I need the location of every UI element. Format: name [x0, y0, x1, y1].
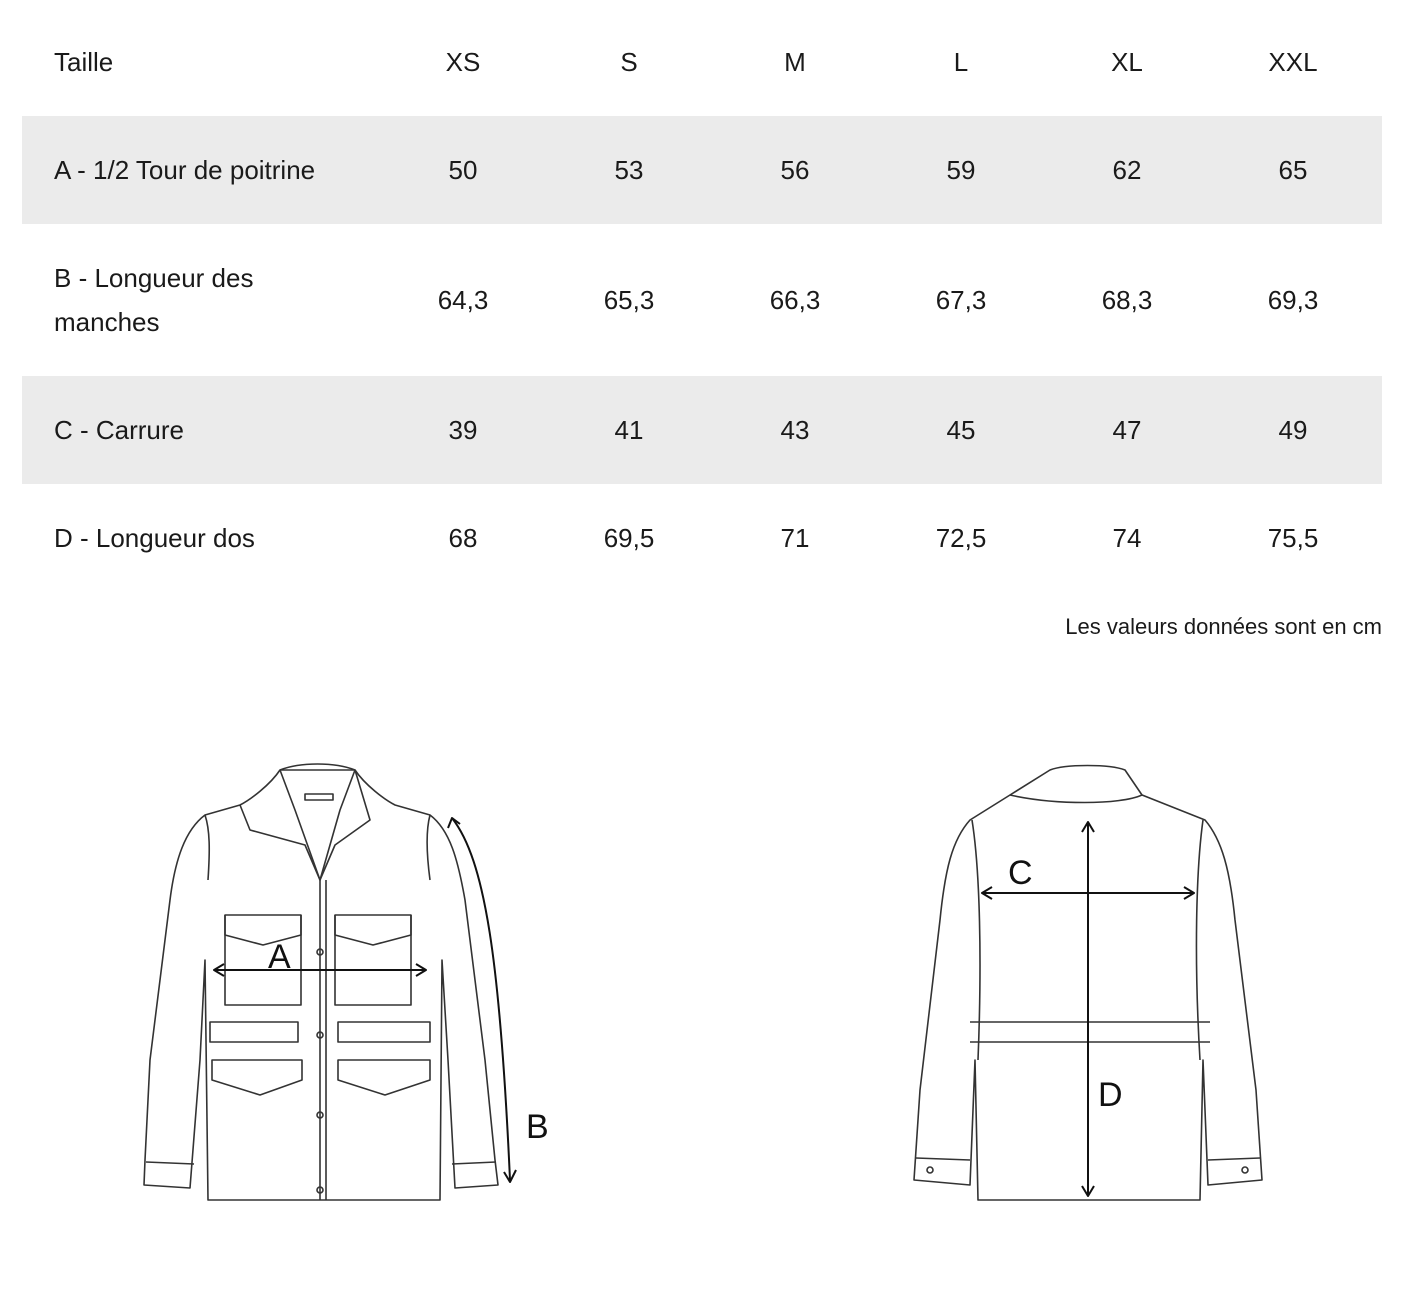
measurement-value: 41: [614, 414, 644, 445]
label-d: D: [1098, 1076, 1123, 1114]
measurement-value: 43: [780, 414, 810, 445]
measurement-value: 72,5: [935, 522, 987, 553]
size-table: [22, 8, 1382, 592]
measurement-value: 68: [448, 522, 478, 553]
measurement-value: 65: [1278, 154, 1308, 185]
jacket-front-drawing: [130, 760, 570, 1220]
row-label: C - Carrure: [54, 415, 185, 445]
measurement-value: 49: [1278, 414, 1308, 445]
table-row: [22, 376, 1382, 484]
measurement-value: 53: [614, 154, 644, 185]
measurement-value: 69,3: [1267, 284, 1319, 315]
size-header: XXL: [1268, 46, 1318, 77]
measurement-value: 71: [780, 522, 810, 553]
measurement-value: 39: [448, 414, 478, 445]
measurement-value: 64,3: [437, 284, 489, 315]
header-label: Taille: [54, 47, 114, 77]
measurement-value: 65,3: [603, 284, 655, 315]
measurement-value: 66,3: [769, 284, 821, 315]
size-header: XL: [1111, 46, 1143, 77]
label-a: A: [268, 938, 291, 976]
jacket-back-drawing: [900, 760, 1280, 1220]
measurement-value: 68,3: [1101, 284, 1153, 315]
table-row: [22, 484, 1382, 592]
label-b: B: [526, 1108, 549, 1146]
measurement-value: 50: [448, 154, 478, 185]
measurement-value: 59: [946, 154, 976, 185]
measurement-value: 69,5: [603, 522, 655, 553]
size-header: XS: [445, 46, 481, 77]
label-c: C: [1008, 854, 1033, 892]
row-label: B - Longueur des manches: [54, 263, 254, 337]
measurement-value: 67,3: [935, 284, 987, 315]
row-label: A - 1/2 Tour de poitrine: [54, 155, 316, 185]
table-row: [22, 224, 1382, 376]
measurement-value: 45: [946, 414, 976, 445]
measurement-value: 74: [1112, 522, 1142, 553]
measurement-value: 47: [1112, 414, 1142, 445]
table-header-row: [22, 8, 1382, 116]
measurement-value: 75,5: [1267, 522, 1319, 553]
units-note: Les valeurs données sont en cm: [1065, 614, 1382, 639]
measurement-value: 56: [780, 154, 810, 185]
table-row: [22, 116, 1382, 224]
size-header: L: [953, 46, 969, 77]
size-header: M: [784, 46, 806, 77]
size-header: S: [620, 46, 638, 77]
row-label: D - Longueur dos: [54, 523, 255, 553]
measurement-value: 62: [1112, 154, 1142, 185]
